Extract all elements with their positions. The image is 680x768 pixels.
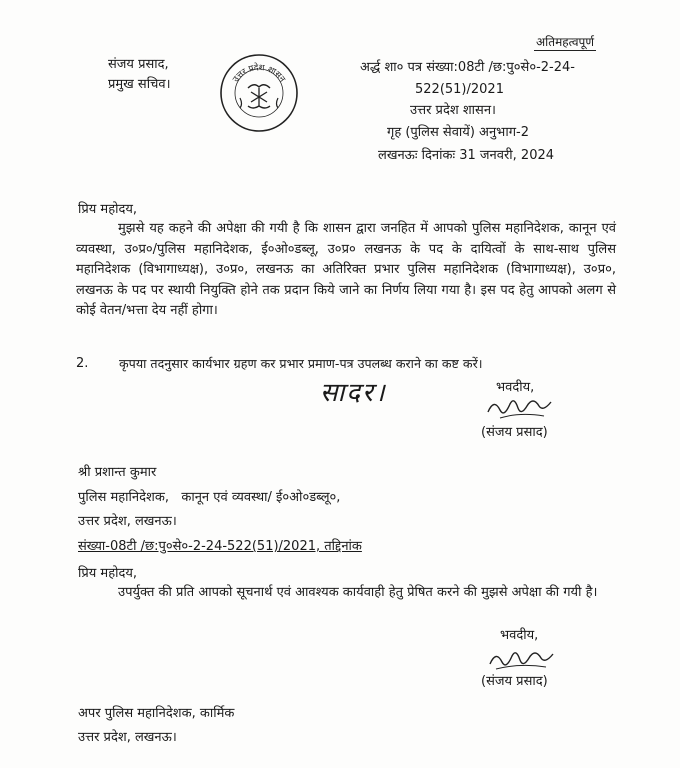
closing-2: भवदीय, (500, 628, 539, 643)
closing: भवदीय, (496, 380, 535, 395)
sender-designation: प्रमुख सचिव। (108, 77, 171, 92)
recipient-name: श्री प्रशान्त कुमार (78, 465, 157, 480)
letter-number-line-2: 522(51)/2021 (415, 82, 504, 97)
emblem-text: उत्तर प्रदेश शासन (231, 62, 287, 85)
handwritten-note: सादर। (320, 378, 387, 408)
recipient-designation: पुलिस महानिदेशक, कानून एवं व्यवस्था/ ई०ओ०डब्लू०, (78, 490, 341, 505)
salutation-2: प्रिय महोदय, (78, 566, 138, 581)
endorsement-number: संख्या-08टी /छ:पु०से०-2-24-522(51)/2021, तद्दिनांक (78, 539, 362, 554)
point-number: 2. (76, 356, 89, 371)
signatory-name: (संजय प्रसाद) (481, 425, 548, 440)
letter-date: लखनऊः दिनांकः 31 जनवरी, 2024 (378, 148, 555, 163)
issuing-office: उत्तर प्रदेश शासन। (410, 103, 496, 118)
sender-name: संजय प्रसाद, (108, 57, 169, 72)
signature-icon-2 (482, 642, 562, 674)
point-2-text: कृपया तदनुसार कार्यभार ग्रहण कर प्रभार प्रमाण-पत्र उपलब्ध कराने का कष्ट करें। (119, 356, 483, 371)
urgency-stamp: अतिमहत्वपूर्ण (536, 35, 595, 49)
recipient-place: उत्तर प्रदेश, लखनऊ। (78, 514, 177, 529)
state-emblem-icon (218, 52, 300, 134)
main-paragraph: मुझसे यह कहने की अपेक्षा की गयी है कि शासन द्वारा जनहित में आपको पुलिस महानिदेशक, कानून एवं व्यवस्था, उ०प्र०/पुलिस महानिदेशक, ई०ओ०डब्लू, उ०प्र० लखनऊ के पद के दायित्वों के साथ-साथ पुलिस महानिदेशक (विभागाध्यक्ष), उ०प्र०, लखनऊ का अतिरिक्त प्रभार पुलिस महानिदेशक (विभागाध्यक्ष), उ०प्र०, लखनऊ के पद पर स्थायी नियुक्ति होने तक प्रदान किये जाने का निर्णय लिया गया है। इस पद हेतु आपको अलग से कोई वेतन/भत्ता देय नहीं होगा। (76, 221, 616, 318)
department: गृह (पुलिस सेवायें) अनुभाग-2 (387, 125, 529, 140)
copy-paragraph: उपर्युक्त की प्रति आपको सूचनार्थ एवं आवश्यक कार्यवाही हेतु प्रेषित करने की मुझसे अपेक्षा की गयी है। (118, 585, 598, 600)
copy-to-place: उत्तर प्रदेश, लखनऊ। (78, 730, 177, 745)
salutation: प्रिय महोदय, (78, 202, 138, 217)
signature-icon (480, 392, 560, 424)
svg-text:उत्तर प्रदेश शासन (231, 62, 287, 85)
letter-number-line-1: अर्द्ध शा० पत्र संख्या:08टी /छ:पु०से०-2-24- (360, 60, 575, 75)
copy-to-designation: अपर पुलिस महानिदेशक, कार्मिक (78, 706, 235, 721)
signatory-name-2: (संजय प्रसाद) (481, 674, 548, 689)
